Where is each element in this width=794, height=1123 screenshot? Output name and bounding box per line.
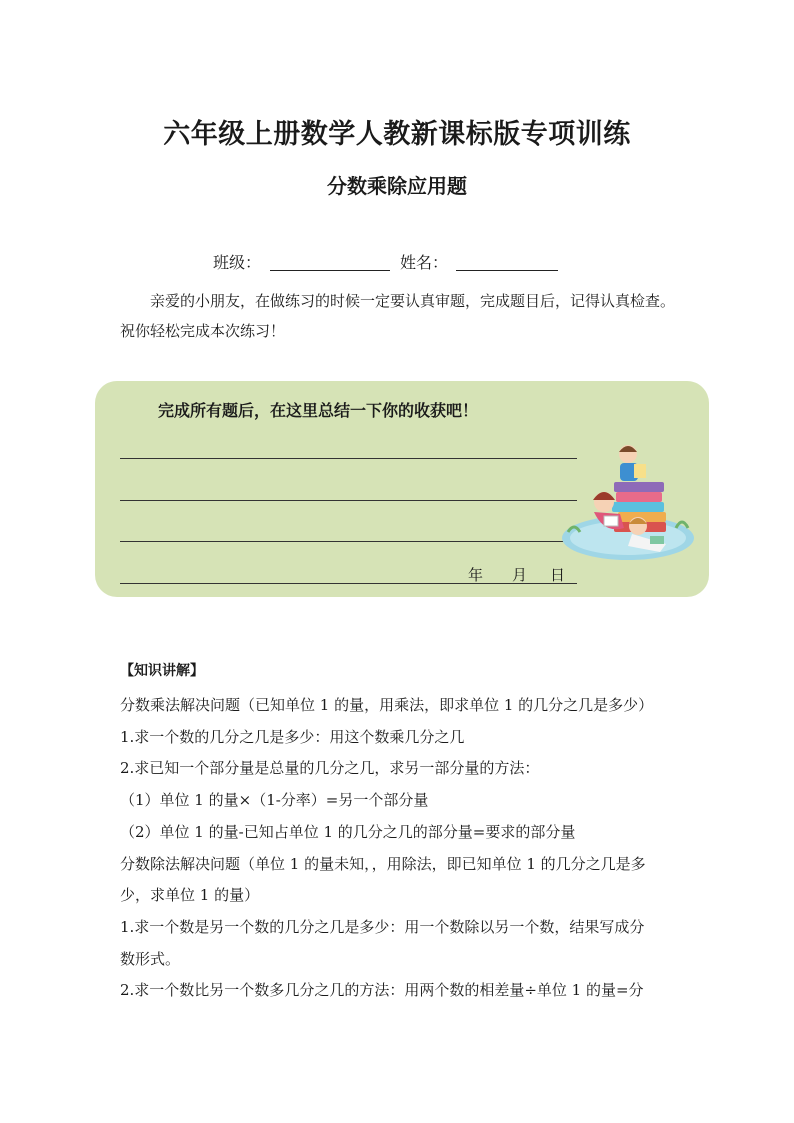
knowledge-line: （1）单位 1 的量×（1-分率）=另一个部分量 [120, 791, 429, 810]
knowledge-line: 2.求一个数比另一个数多几分之几的方法：用两个数的相差量÷单位 1 的量=分 [120, 981, 644, 1000]
knowledge-line: 少，求单位 1 的量） [120, 886, 260, 905]
page-subtitle: 分数乘除应用题 [327, 174, 467, 198]
summary-line[interactable] [120, 541, 577, 542]
class-label: 班级： [213, 253, 262, 272]
date-month-label: 月 [512, 566, 528, 584]
summary-line[interactable] [120, 458, 577, 459]
summary-line[interactable] [120, 500, 577, 501]
knowledge-line: 2.求已知一个部分量是总量的几分之几，求另一部分量的方法： [120, 759, 540, 778]
knowledge-content [120, 690, 680, 1007]
knowledge-line: 1.求一个数是另一个数的几分之几是多少：用一个数除以另一个数，结果写成分 [120, 917, 645, 936]
date-day-label: 日 [550, 566, 566, 584]
intro-paragraph: 亲爱的小朋友，在做练习的时候一定要认真审题，完成题目后，记得认真检查。祝你轻松完成本次练习！ [120, 292, 676, 340]
knowledge-heading: 【知识讲解】 [120, 663, 204, 679]
children-reading-illustration [556, 438, 706, 568]
knowledge-line: 分数乘法解决问题（已知单位 1 的量，用乘法，即求单位 1 的几分之几是多少） [120, 696, 654, 714]
knowledge-line: 分数除法解决问题（单位 1 的量未知，，用除法，即已知单位 1 的几分之几是多 [120, 854, 646, 873]
knowledge-line: 数形式。 [120, 949, 181, 968]
name-label: 姓名： [400, 253, 449, 272]
summary-box-title: 完成所有题后，在这里总结一下你的收获吧！ [158, 401, 479, 420]
summary-line[interactable] [120, 583, 577, 584]
knowledge-line: 1.求一个数的几分之几是多少：用这个数乘几分之几 [120, 727, 465, 746]
name-field[interactable] [456, 270, 558, 271]
class-field[interactable] [270, 270, 390, 271]
knowledge-line: （2）单位 1 的量-已知占单位 1 的几分之几的部分量=要求的部分量 [120, 822, 576, 841]
page-title: 六年级上册数学人教新课标版专项训练 [163, 119, 631, 150]
date-year-label: 年 [468, 566, 484, 584]
